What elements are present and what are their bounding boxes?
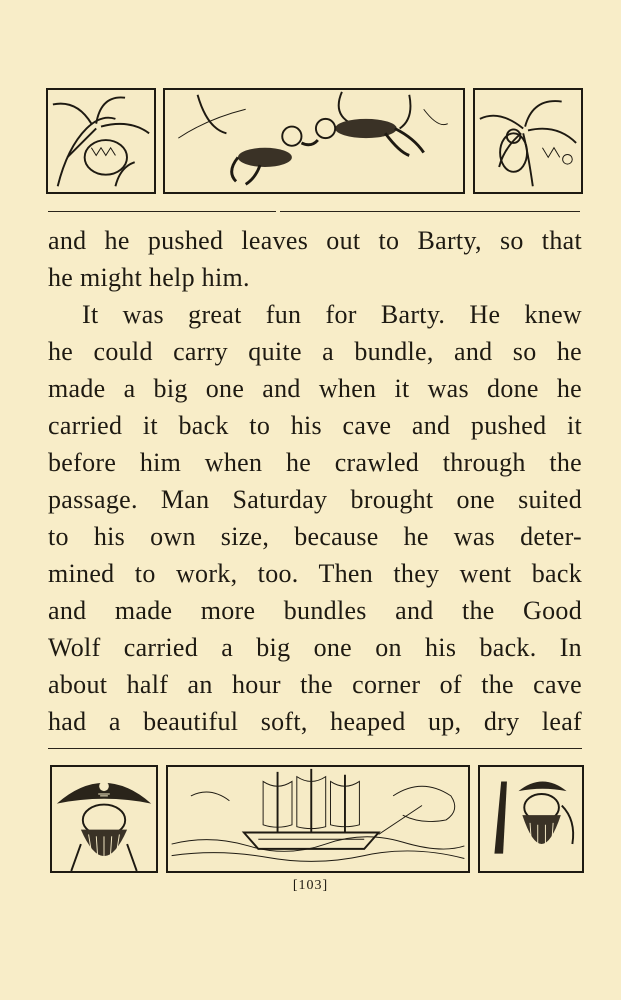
text-line: and made more bundles and the Good xyxy=(48,596,582,625)
pirate-icon xyxy=(52,767,156,871)
text-line: made a big one and when it was done he xyxy=(48,374,582,403)
bottom-center-illustration xyxy=(166,765,470,873)
text-line: he could carry quite a bundle, and so he xyxy=(48,337,582,366)
bottom-rule xyxy=(48,748,582,749)
bottom-right-illustration xyxy=(478,765,584,873)
body-text xyxy=(48,222,582,740)
text-line: It was great fun for Barty. He knew xyxy=(82,300,582,329)
top-right-illustration xyxy=(473,88,583,194)
text-line: he might help him. xyxy=(48,263,250,292)
monkeys-icon xyxy=(165,90,463,192)
ship-icon xyxy=(168,767,468,871)
text-line: passage. Man Saturday brought one suited xyxy=(48,485,582,514)
text-line: mined to work, too. Then they went back xyxy=(48,559,582,588)
text-line: carried it back to his cave and pushed it xyxy=(48,411,582,440)
text-line: and he pushed leaves out to Barty, so that xyxy=(48,226,582,255)
top-center-illustration xyxy=(163,88,465,194)
palm-tree-icon xyxy=(475,90,581,192)
pirate-with-pistol-icon xyxy=(480,767,582,871)
text-line: Wolf carried a big one on his back. In xyxy=(48,633,582,662)
top-rule-left xyxy=(48,211,276,212)
palm-tree-icon xyxy=(48,90,154,192)
top-left-illustration xyxy=(46,88,156,194)
text-line: about half an hour the corner of the cave xyxy=(48,670,582,699)
text-line: before him when he crawled through the xyxy=(48,448,582,477)
bottom-left-illustration xyxy=(50,765,158,873)
text-line: had a beautiful soft, heaped up, dry leaf xyxy=(48,707,582,736)
text-line: to his own size, because he was deter- xyxy=(48,522,582,551)
top-rule-right xyxy=(280,211,580,212)
page-number: [103] xyxy=(292,878,329,893)
